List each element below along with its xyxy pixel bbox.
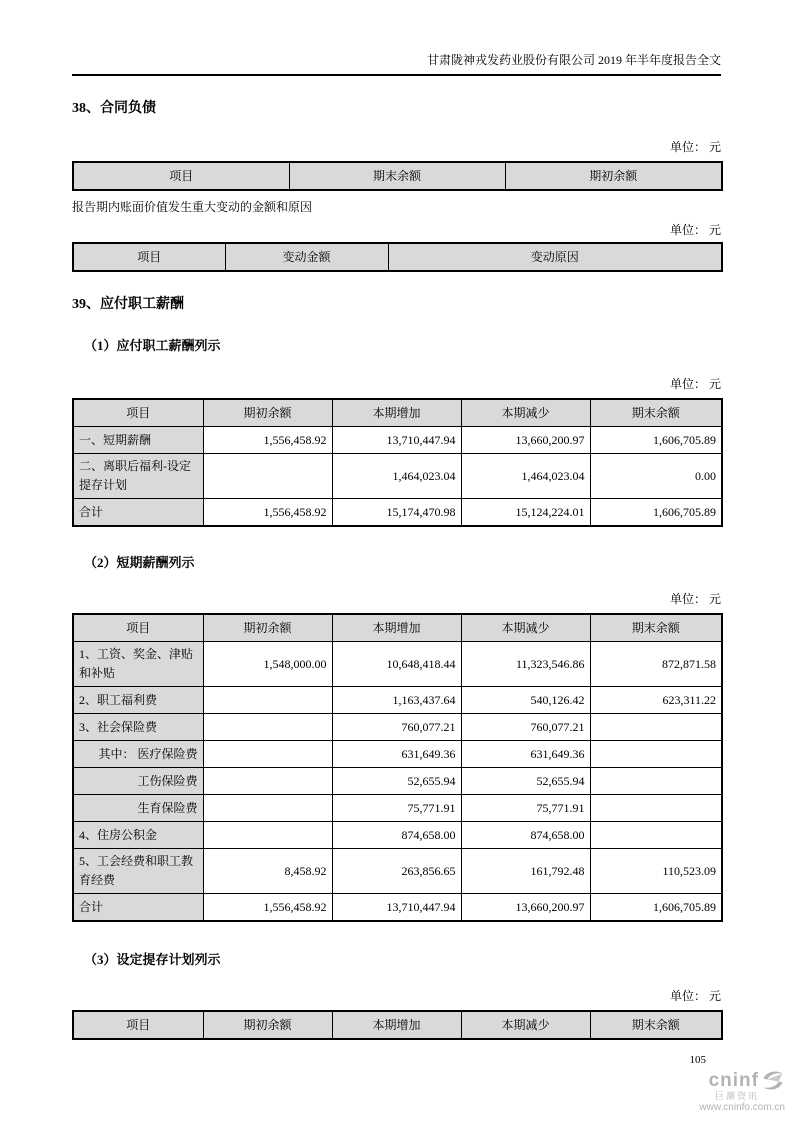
cell: 二、离职后福利-设定提存计划: [73, 454, 203, 499]
cninfo-logo: [699, 1070, 785, 1114]
column-header: 变动原因: [388, 243, 722, 271]
change-reasons-table: [72, 242, 723, 272]
column-header: 项目: [73, 243, 225, 271]
column-header: 变动金额: [225, 243, 388, 271]
column-header: 期初余额: [203, 399, 332, 427]
column-header: 本期增加: [332, 399, 461, 427]
column-header: 期初余额: [203, 1011, 332, 1039]
cell: [590, 768, 722, 795]
subsection-1-title: （1）应付职工薪酬列示: [84, 338, 221, 353]
cell: 1、工资、奖金、津贴和补贴: [73, 642, 203, 687]
cell: 1,464,023.04: [332, 454, 461, 499]
cell: 4、住房公积金: [73, 822, 203, 849]
cell: 75,771.91: [461, 795, 590, 822]
cell: 1,548,000.00: [203, 642, 332, 687]
cell: 1,606,705.89: [590, 427, 722, 454]
cell: 760,077.21: [461, 714, 590, 741]
cell: 生育保险费: [73, 795, 203, 822]
cell: 1,464,023.04: [461, 454, 590, 499]
cell: 623,311.22: [590, 687, 722, 714]
cell: 2、职工福利费: [73, 687, 203, 714]
cell: 13,710,447.94: [332, 894, 461, 922]
short-term-payroll-table: [72, 613, 723, 922]
cell: 13,660,200.97: [461, 427, 590, 454]
note-text: 报告期内账面价值发生重大变动的金额和原因: [72, 200, 313, 214]
column-header: 期末余额: [590, 614, 722, 642]
cell: [203, 822, 332, 849]
unit-label-38a: 单位： 元: [669, 140, 721, 154]
cell: [203, 741, 332, 768]
unit-label-38b: 单位： 元: [669, 223, 721, 237]
contract-liabilities-table: [72, 161, 723, 191]
table-row: [73, 768, 722, 795]
table-row: [73, 822, 722, 849]
column-header: 本期增加: [332, 614, 461, 642]
table-row: [73, 687, 722, 714]
subsection-2-title: （2）短期薪酬列示: [84, 555, 195, 570]
cell: 872,871.58: [590, 642, 722, 687]
cell: 15,174,470.98: [332, 499, 461, 527]
section-38-title: 38、合同负债: [72, 101, 156, 116]
cell: 874,658.00: [332, 822, 461, 849]
cell: 1,163,437.64: [332, 687, 461, 714]
cninfo-logo-caption: 巨潮资讯: [714, 1091, 759, 1101]
cell: 161,792.48: [461, 849, 590, 894]
table-row: [73, 714, 722, 741]
cell: 10,648,418.44: [332, 642, 461, 687]
column-header: 项目: [73, 1011, 203, 1039]
table-row: [73, 795, 722, 822]
cell: 1,606,705.89: [590, 499, 722, 527]
cell: 工伤保险费: [73, 768, 203, 795]
cninfo-swirl-icon: [761, 1070, 785, 1091]
cell: 1,556,458.92: [203, 894, 332, 922]
table-row: [73, 499, 722, 527]
column-header: 项目: [73, 162, 289, 190]
cell: 52,655.94: [332, 768, 461, 795]
section-39-title: 39、应付职工薪酬: [72, 297, 184, 312]
table-row: [73, 741, 722, 768]
table-header-row: [73, 243, 722, 271]
cell: 5、工会经费和职工教育经费: [73, 849, 203, 894]
cell: [590, 795, 722, 822]
cell: [590, 741, 722, 768]
cell: 1,556,458.92: [203, 499, 332, 527]
cell: [203, 768, 332, 795]
cell: 8,458.92: [203, 849, 332, 894]
page-number: 105: [689, 1054, 706, 1066]
payroll-summary-table: [72, 398, 723, 527]
cell: 3、社会保险费: [73, 714, 203, 741]
cell: [590, 714, 722, 741]
table-row: [73, 849, 722, 894]
cell: 15,124,224.01: [461, 499, 590, 527]
column-header: 项目: [73, 399, 203, 427]
unit-label-39-1: 单位： 元: [669, 377, 721, 391]
unit-label-39-2: 单位： 元: [669, 592, 721, 606]
cell: 合计: [73, 894, 203, 922]
column-header: 本期增加: [332, 1011, 461, 1039]
cell: 11,323,546.86: [461, 642, 590, 687]
defined-contribution-table: [72, 1010, 723, 1040]
table-row: [73, 454, 722, 499]
cell: 合计: [73, 499, 203, 527]
cninfo-logo-brand: cninf: [708, 1069, 759, 1091]
cell: [203, 714, 332, 741]
cell: 一、短期薪酬: [73, 427, 203, 454]
column-header: 本期减少: [461, 1011, 590, 1039]
column-header: 项目: [73, 614, 203, 642]
cell: 其中： 医疗保险费: [73, 741, 203, 768]
cell: 631,649.36: [461, 741, 590, 768]
cell: 1,556,458.92: [203, 427, 332, 454]
table-header-row: [73, 614, 722, 642]
cell: 263,856.65: [332, 849, 461, 894]
subsection-3-title: （3）设定提存计划列示: [84, 952, 221, 967]
cell: 631,649.36: [332, 741, 461, 768]
cell: 874,658.00: [461, 822, 590, 849]
cell: 13,710,447.94: [332, 427, 461, 454]
table-row: [73, 427, 722, 454]
table-row: [73, 894, 722, 922]
column-header: 本期减少: [461, 399, 590, 427]
column-header: 期末余额: [590, 399, 722, 427]
column-header: 期末余额: [590, 1011, 722, 1039]
cell: 110,523.09: [590, 849, 722, 894]
column-header: 期初余额: [203, 614, 332, 642]
cell: [203, 795, 332, 822]
table-row: [73, 642, 722, 687]
table-header-row: [73, 162, 722, 190]
column-header: 期末余额: [289, 162, 505, 190]
cell: [203, 454, 332, 499]
cell: 75,771.91: [332, 795, 461, 822]
cell: 52,655.94: [461, 768, 590, 795]
column-header: 本期减少: [461, 614, 590, 642]
cell: 760,077.21: [332, 714, 461, 741]
column-header: 期初余额: [505, 162, 722, 190]
cell: 13,660,200.97: [461, 894, 590, 922]
cell: 540,126.42: [461, 687, 590, 714]
unit-label-39-3: 单位： 元: [669, 989, 721, 1003]
cninfo-logo-url: www.cninfo.com.cn: [699, 1102, 785, 1113]
table-header-row: [73, 1011, 722, 1039]
document-header: 甘肃陇神戎发药业股份有限公司 2019 年半年度报告全文: [72, 0, 721, 76]
cell: [590, 822, 722, 849]
cell: [203, 687, 332, 714]
cell: 0.00: [590, 454, 722, 499]
table-header-row: [73, 399, 722, 427]
cell: 1,606,705.89: [590, 894, 722, 922]
